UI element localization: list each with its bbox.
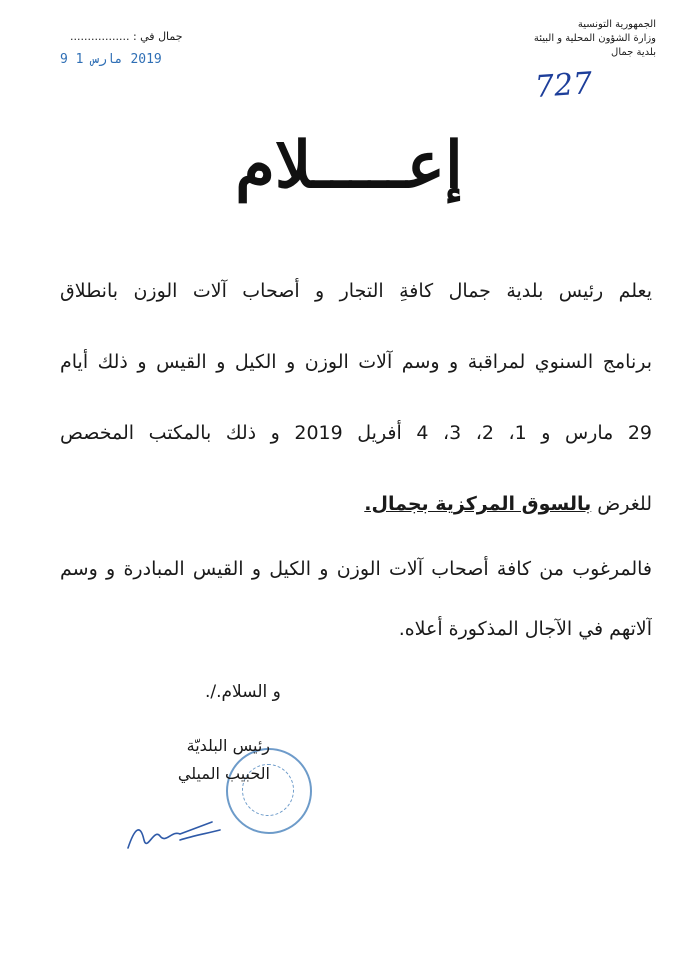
letterhead-municipality: بلدية جمال (611, 47, 656, 58)
body-line-4 (60, 491, 652, 517)
signature-block (140, 732, 270, 788)
body2-line-1: فالمرغوب من كافة أصحاب آلات الوزن و الكيل و القيس المبادرة و وسم (60, 558, 652, 580)
place-date-line: جمال في : ................. (70, 30, 183, 43)
announcement-body (60, 278, 652, 562)
handwritten-reference-number: 727 (533, 66, 594, 105)
body-line-3: 29 مارس و 1، 2، 3، 4 أفريل 2019 و ذلك بالمكتب المخصص (60, 422, 652, 444)
body2-line-2: آلاتهم في الآجال المذكورة أعلاه. (398, 618, 652, 640)
signatory-name: الحبيب الميلي (177, 764, 270, 783)
closing-greeting: و السلام./. (205, 682, 281, 702)
body-line-2: برنامج السنوي لمراقبة و وسم آلات الوزن و الكيل و القيس و ذلك أيام (60, 351, 652, 373)
announcement-body-2 (60, 556, 652, 676)
body-line-4-prefix: للغرض (591, 493, 652, 515)
handwritten-signature (120, 800, 230, 860)
date-stamp: 2019 مارس 1 9 (60, 52, 162, 67)
market-location: بالسوق المركزية بجمال. (364, 493, 592, 515)
signatory-title: رئيس البلديّة (186, 736, 270, 755)
announcement-title: إعـــــلام (235, 128, 463, 203)
letterhead-country: الجمهورية التونسية (577, 19, 656, 30)
letterhead (456, 18, 656, 60)
body-line-1: يعلم رئيس بلدية جمال كافةِ التجار و أصحاب آلات الوزن بانطلاق (60, 280, 652, 302)
letterhead-ministry: وزارة الشؤون المحلية و البيئة (533, 33, 656, 44)
